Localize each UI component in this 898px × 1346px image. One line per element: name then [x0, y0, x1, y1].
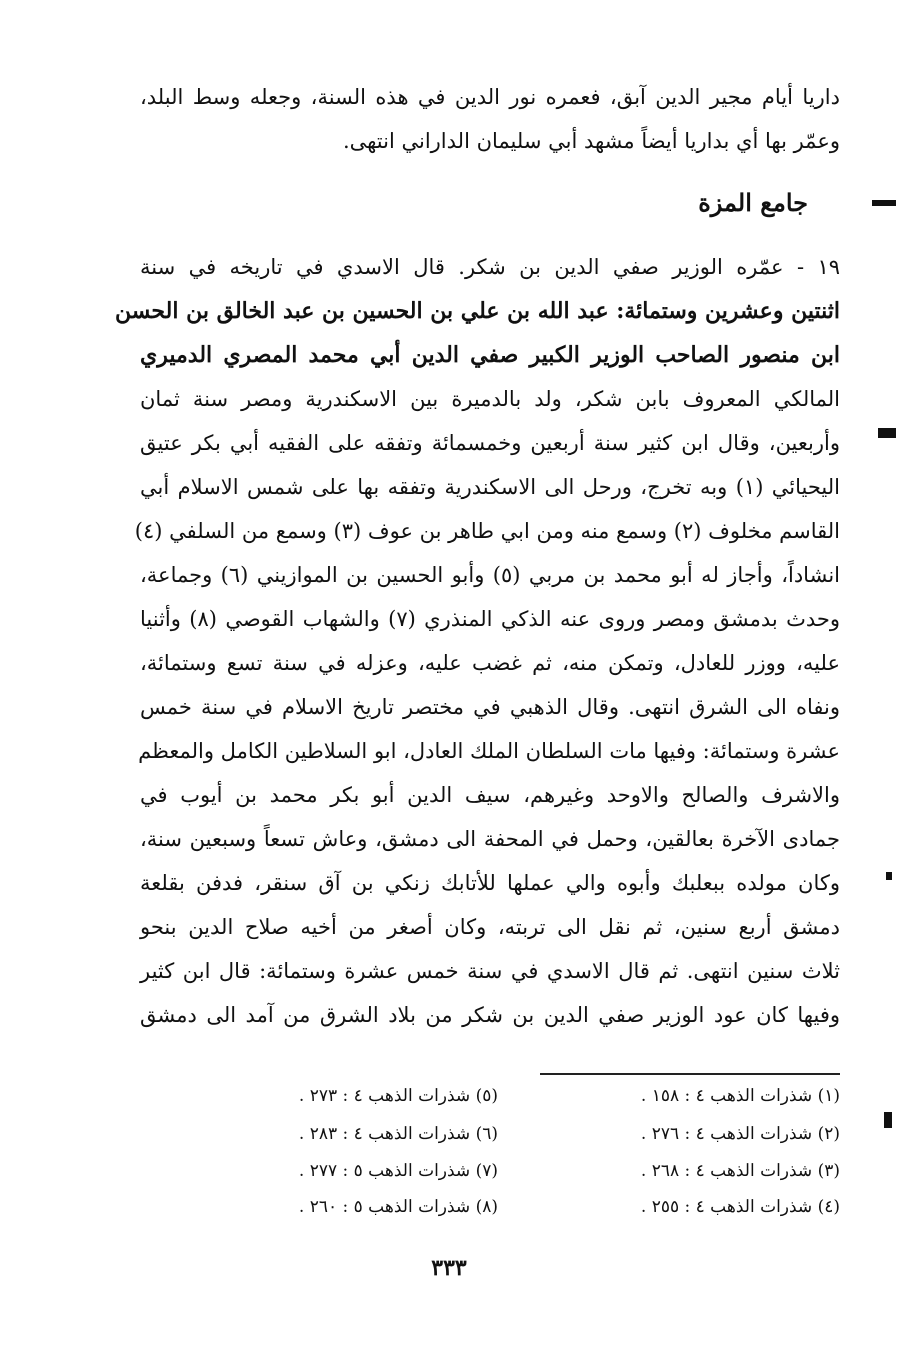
text-line: دمشق أربع سنين، ثم نقل الى تربته، وكان أصغر من أخيه صلاح الدين بنحو	[140, 915, 840, 939]
page-number: ٣٣٣	[431, 1255, 467, 1281]
text-line: وفيها كان عود الوزير صفي الدين بن شكر من بلاد الشرق من آمد الى دمشق	[140, 1003, 840, 1027]
footnote: (٢) شذرات الذهب ٤ : ٢٧٦ .	[640, 1124, 840, 1144]
footnote-rule	[540, 1073, 840, 1075]
footnote: (١) شذرات الذهب ٤ : ١٥٨ .	[640, 1086, 840, 1106]
margin-mark	[878, 428, 896, 438]
footnote: (٥) شذرات الذهب ٤ : ٢٧٣ .	[298, 1086, 498, 1106]
text-line: انشاداً، وأجاز له أبو محمد بن مربي (٥) وأبو الحسين بن الموازيني (٦) وجماعة،	[140, 563, 840, 587]
margin-mark	[872, 200, 896, 206]
text-line: عشرة وستمائة: وفيها مات السلطان الملك العادل، ابو السلاطين الكامل والمعظم	[138, 739, 840, 763]
text-line: اثنتين وعشرين وستمائة: عبد الله بن علي بن الحسين بن عبد الخالق بن الحسن	[115, 298, 840, 324]
text-line: ثلاث سنين انتهى. ثم قال الاسدي في سنة خمس عشرة وستمائة: قال ابن كثير	[140, 959, 840, 983]
footnote: (٣) شذرات الذهب ٤ : ٢٦٨ .	[640, 1161, 840, 1181]
footnote: (٨) شذرات الذهب ٥ : ٢٦٠ .	[298, 1197, 498, 1217]
text-line: وعمّر بها أي بداريا أيضاً مشهد أبي سليمان الداراني انتهى.	[342, 129, 840, 153]
text-line: وكان مولده ببعلبك وأبوه والي عملها للأتابك زنكي بن آق سنقر، فدفن بقلعة	[140, 871, 840, 895]
text-line: وأربعين، وقال ابن كثير سنة أربعين وخمسمائة وتفقه على الفقيه أبي بكر عتيق	[140, 431, 840, 455]
footnote: (٦) شذرات الذهب ٤ : ٢٨٣ .	[298, 1124, 498, 1144]
footnote: (٤) شذرات الذهب ٤ : ٢٥٥ .	[640, 1197, 840, 1217]
text-line: عليه، ووزر للعادل، وتمكن منه، ثم غضب عليه، وعزله في سنة تسع وستمائة،	[140, 651, 840, 675]
text-line: اليحيائي (١) وبه تخرج، ورحل الى الاسكندرية وتفقه بها على شمس الاسلام أبي	[140, 475, 841, 499]
margin-mark	[886, 872, 892, 880]
text-line: ١٩ - عمّره الوزير صفي الدين بن شكر. قال الاسدي في تاريخه في سنة	[140, 255, 840, 279]
text-line: المالكي المعروف بابن شكر، ولد بالدميرة بين الاسكندرية ومصر سنة ثمان	[140, 387, 840, 411]
text-line: القاسم مخلوف (٢) وسمع منه ومن ابي طاهر بن عوف (٣) وسمع من السلفي (٤)	[134, 519, 840, 543]
text-line: ابن منصور الصاحب الوزير الكبير صفي الدين أبي محمد المصري الدميري	[140, 342, 840, 368]
text-line: داريا أيام مجير الدين آبق، فعمره نور الدين في هذه السنة، وجعله وسط البلد،	[140, 85, 840, 109]
text-line: ونفاه الى الشرق انتهى. وقال الذهبي في مختصر تاريخ الاسلام في سنة خمس	[140, 695, 840, 719]
text-line: وحدث بدمشق ومصر وروى عنه الذكي المنذري (٧) والشهاب القوصي (٨) وأثنيا	[140, 607, 840, 631]
footnote: (٧) شذرات الذهب ٥ : ٢٧٧ .	[298, 1161, 498, 1181]
text-line: والاشرف والصالح والاوحد وغيرهم، سيف الدين أبو بكر محمد بن أيوب في	[140, 783, 840, 807]
margin-mark	[884, 1112, 892, 1128]
text-line: جمادى الآخرة بعالقين، وحمل في المحفة الى دمشق، وعاش تسعاً وسبعين سنة،	[140, 827, 840, 851]
section-heading: جامع المزة	[698, 188, 808, 217]
